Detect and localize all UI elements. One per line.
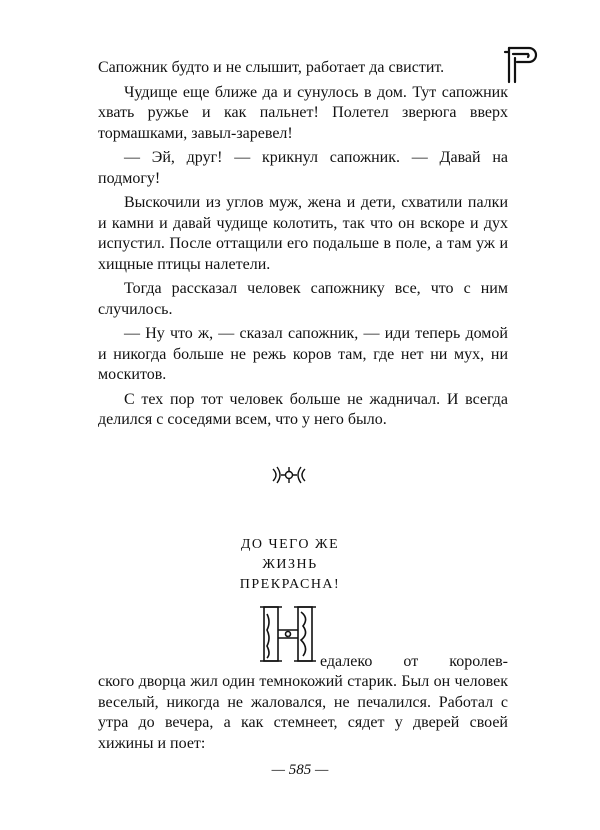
page-number: — 585 — (271, 762, 329, 778)
paragraph-7: С тех пор тот человек больше не жадничал. И всегда делился с соседями всем, что у него было. (98, 390, 508, 428)
paragraph-1: Сапожник будто и не слышит, работает да свистит. (98, 59, 445, 76)
story-title-line-1: ДО ЧЕГО ЖЕ (240, 537, 340, 552)
story-lead-line: едалеко от королев- (320, 653, 508, 670)
story-body: ского дворца жил один темнокожий старик. Был он человек веселый, никогда не жаловался, не печалился. Работал с утра до вечера, а как стемнеет, сядет у дверей своей хижины и поет: (98, 673, 508, 752)
paragraph-3: — Эй, друг! — крикнул сапожник. — Давай на подмогу! (98, 149, 508, 187)
drop-cap (259, 604, 317, 664)
corner-ornament-icon (503, 44, 539, 84)
story-title-line-2: ЖИЗНЬ (262, 557, 318, 572)
paragraph-6: — Ну что ж, — сказал сапожник, — иди теперь домой и никогда больше не режь коров там, где нет ни мух, ни москитов. (98, 325, 508, 383)
section-divider-icon (271, 465, 307, 485)
drop-cap-letter: Н (288, 637, 289, 638)
paragraph-2: Чудище еще ближе да и сунулось в дом. Тут сапожник хвать ружье и как пальнет! Полетел зверюга вверх тормашками, завыл-заревел! (98, 83, 508, 142)
paragraph-4: Выскочили из углов муж, жена и дети, схватили палки и камни и давай чудище колотить, так что он вскоре и дух испустил. После оттащили его подальше в поле, а там уж и хищные птицы налетели. (98, 194, 508, 273)
story-title (180, 535, 400, 595)
main-text (98, 58, 508, 435)
paragraph-5: Тогда рассказал человек сапожнику все, что с ним случилось. (98, 280, 508, 318)
story-title-line-3: ПРЕКРАСНА! (239, 577, 341, 592)
